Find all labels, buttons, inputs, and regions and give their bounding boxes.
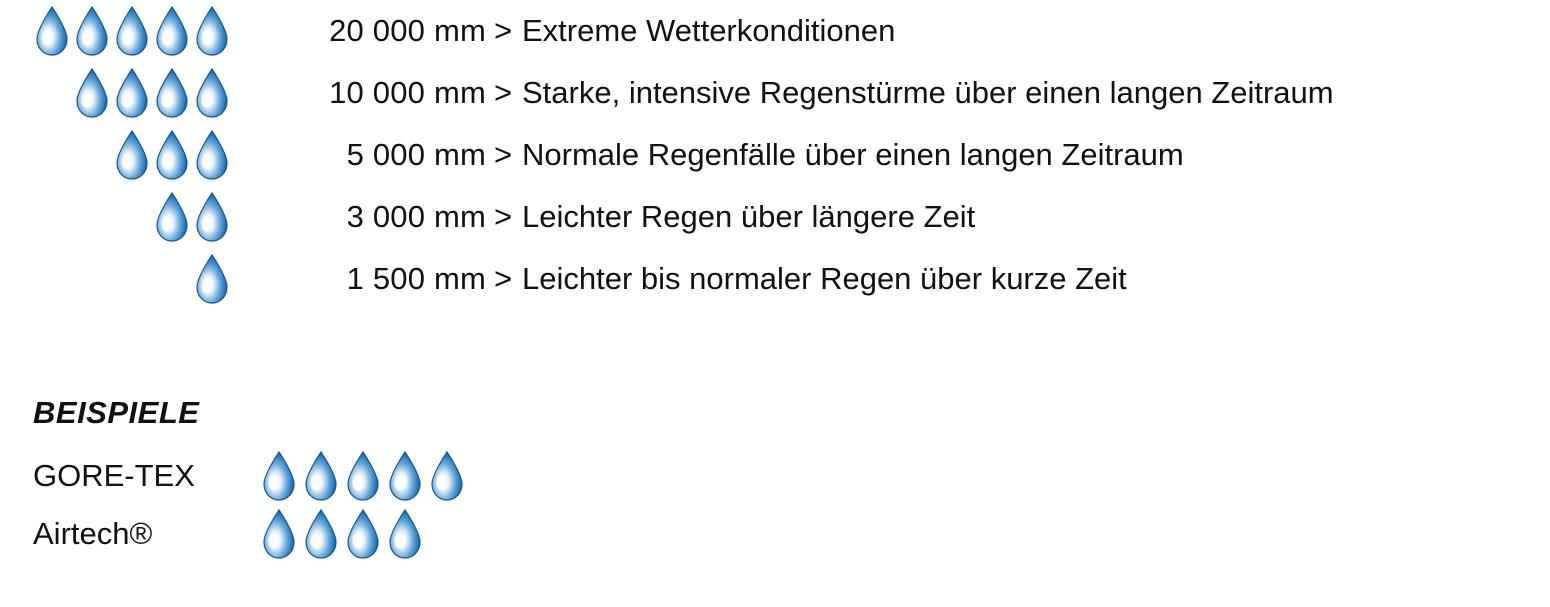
drop-rating xyxy=(0,253,240,305)
greater-than-symbol: > xyxy=(493,199,513,234)
water-drop-icon xyxy=(113,67,151,119)
water-drop-icon xyxy=(193,67,231,119)
greater-than-symbol: > xyxy=(493,137,513,172)
water-drop-icon xyxy=(386,508,424,560)
condition-description: Leichter Regen über längere Zeit xyxy=(522,199,976,234)
water-drop-icon xyxy=(73,67,111,119)
condition-description: Extreme Wetterkonditionen xyxy=(522,13,896,48)
greater-than-symbol: > xyxy=(493,75,513,110)
condition-description: Starke, intensive Regenstürme über einen langen Zeitraum xyxy=(522,75,1334,110)
greater-than-symbol: > xyxy=(493,261,513,296)
water-drop-icon xyxy=(386,450,424,502)
water-drop-icon xyxy=(153,5,191,57)
example-product-name: Airtech® xyxy=(33,516,153,551)
water-drop-icon xyxy=(113,5,151,57)
water-drop-icon xyxy=(302,508,340,560)
water-column-value: 5 000 mm xyxy=(346,137,486,172)
scale-row xyxy=(0,0,1550,62)
water-drop-icon xyxy=(193,253,231,305)
water-drop-icon xyxy=(193,129,231,181)
water-drop-icon xyxy=(302,450,340,502)
water-column-value: 20 000 mm xyxy=(329,13,486,48)
examples-list xyxy=(33,447,1433,563)
water-drop-icon xyxy=(153,67,191,119)
example-row xyxy=(33,505,1433,563)
water-drop-icon xyxy=(73,5,111,57)
scale-row xyxy=(0,248,1550,310)
water-drop-icon xyxy=(344,450,382,502)
scale-row xyxy=(0,186,1550,248)
drop-rating xyxy=(0,5,240,57)
examples-section xyxy=(33,395,1433,563)
drop-rating xyxy=(0,129,240,181)
water-drop-icon xyxy=(113,129,151,181)
water-drop-icon xyxy=(153,191,191,243)
water-drop-icon xyxy=(428,450,466,502)
scale-row xyxy=(0,124,1550,186)
example-product-name: GORE-TEX xyxy=(33,458,195,493)
condition-description: Normale Regenfälle über einen langen Zeitraum xyxy=(522,137,1184,172)
water-drop-icon xyxy=(260,450,298,502)
water-drop-icon xyxy=(193,191,231,243)
drop-rating xyxy=(0,191,240,243)
examples-title: BEISPIELE xyxy=(33,395,200,430)
water-drop-icon xyxy=(344,508,382,560)
example-drop-rating xyxy=(258,450,468,502)
example-row xyxy=(33,447,1433,505)
water-drop-icon xyxy=(260,508,298,560)
scale-row xyxy=(0,62,1550,124)
condition-description: Leichter bis normaler Regen über kurze Zeit xyxy=(522,261,1127,296)
water-column-value: 1 500 mm xyxy=(346,261,486,296)
water-column-value: 10 000 mm xyxy=(329,75,486,110)
drop-rating xyxy=(0,67,240,119)
water-drop-icon xyxy=(33,5,71,57)
example-drop-rating xyxy=(258,508,426,560)
water-column-value: 3 000 mm xyxy=(346,199,486,234)
water-drop-icon xyxy=(193,5,231,57)
greater-than-symbol: > xyxy=(493,13,513,48)
water-drop-icon xyxy=(153,129,191,181)
